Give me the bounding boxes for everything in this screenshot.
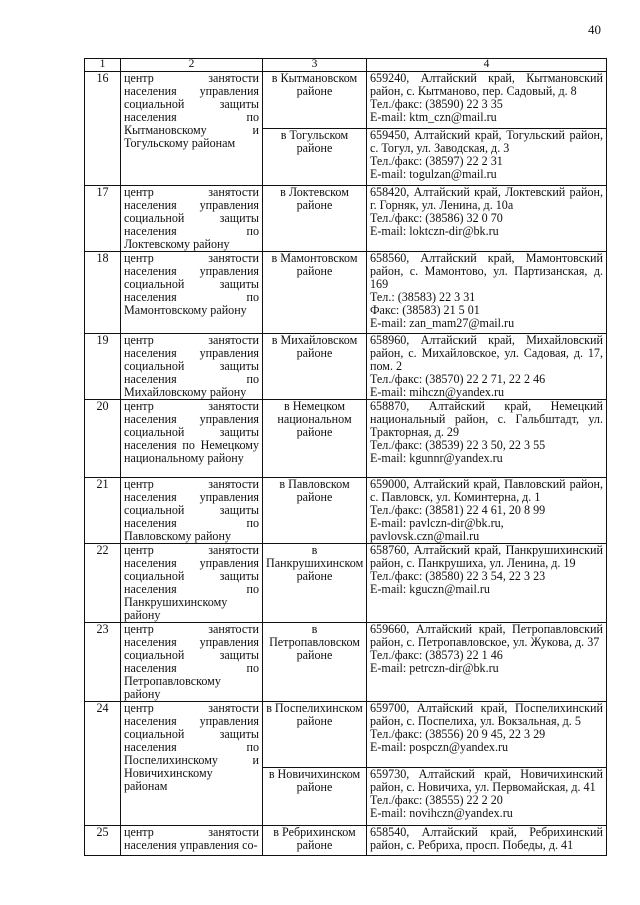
district-name: в Кытмановском районе bbox=[263, 72, 367, 129]
row-number: 21 bbox=[85, 478, 121, 544]
contact-line: Тел./факс: (38581) 22 4 61, 20 8 99 bbox=[370, 503, 546, 517]
postal-address: 659450, Алтайский край, Тогульский район, с. Тогул, ул. Заводская, д. 3 bbox=[370, 128, 603, 155]
table-row bbox=[85, 826, 607, 856]
address-cell bbox=[367, 334, 607, 400]
page-number: 40 bbox=[588, 22, 601, 37]
contact-line: E-mail: pavlczn-dir@bk.ru, bbox=[370, 516, 504, 530]
address-cell bbox=[367, 768, 607, 826]
contact-line: E-mail: novihczn@yandex.ru bbox=[370, 806, 513, 820]
contact-line: E-mail: ktm_czn@mail.ru bbox=[370, 110, 497, 124]
center-name: центр занятости населения управления социальной защиты населения по Кытмановскому и Тогульскому районам bbox=[121, 72, 263, 186]
contact-line: Тел./факс: (38555) 22 2 20 bbox=[370, 793, 503, 807]
postal-address: 659660, Алтайский край, Петропавловский район, с. Петропавловское, ул. Жукова, д. 37 bbox=[370, 622, 603, 649]
district-name: в Локтевском районе bbox=[263, 186, 367, 252]
contact-line: Тел./факс: (38580) 22 3 54, 22 3 23 bbox=[370, 569, 546, 583]
district-name: в Новичихинском районе bbox=[263, 768, 367, 826]
address-cell bbox=[367, 129, 607, 186]
district-name: в Павловском районе bbox=[263, 478, 367, 544]
row-number: 20 bbox=[85, 400, 121, 478]
contact-line: Тел./факс: (38539) 22 3 50, 22 3 55 bbox=[370, 438, 546, 452]
postal-address: 659700, Алтайский край, Поспелихинский район, с. Поспелиха, ул. Вокзальная, д. 5 bbox=[370, 701, 603, 728]
center-name: центр занятости населения управления социальной защиты населения по Мамонтовскому району bbox=[121, 252, 263, 334]
district-name: в Михайловском районе bbox=[263, 334, 367, 400]
row-number: 22 bbox=[85, 544, 121, 623]
row-number: 23 bbox=[85, 623, 121, 702]
table-row bbox=[85, 478, 607, 544]
contact-line: Тел.: (38583) 22 3 31 bbox=[370, 290, 476, 304]
contact-line: pavlovsk.czn@mail.ru bbox=[370, 529, 480, 543]
district-name: в Панкрушихинском районе bbox=[263, 544, 367, 623]
centers-table bbox=[84, 58, 607, 856]
contact-line: E-mail: togulzan@mail.ru bbox=[370, 167, 497, 181]
contact-line: Тел./факс: (38573) 22 1 46 bbox=[370, 648, 503, 662]
address-cell bbox=[367, 252, 607, 334]
contact-line: E-mail: pospczn@yandex.ru bbox=[370, 740, 509, 754]
center-name: центр занятости населения управления социальной защиты населения по Локтевскому району bbox=[121, 186, 263, 252]
contact-line: E-mail: kgunnr@yandex.ru bbox=[370, 451, 503, 465]
row-number: 18 bbox=[85, 252, 121, 334]
contact-line: Тел./факс: (38570) 22 2 71, 22 2 46 bbox=[370, 372, 546, 386]
row-number: 16 bbox=[85, 72, 121, 186]
row-number: 24 bbox=[85, 702, 121, 826]
address-cell bbox=[367, 544, 607, 623]
contact-line: Факс: (38583) 21 5 01 bbox=[370, 303, 480, 317]
row-number: 19 bbox=[85, 334, 121, 400]
district-name: в Мамонтовском районе bbox=[263, 252, 367, 334]
contact-line: E-mail: kguczn@mail.ru bbox=[370, 582, 490, 596]
postal-address: 658420, Алтайский край, Локтевский район, г. Горняк, ул. Ленина, д. 10а bbox=[370, 185, 603, 212]
center-name: центр занятости населения управления социальной защиты населения по Панкрушихинскому району bbox=[121, 544, 263, 623]
postal-address: 658560, Алтайский край, Мамонтовский район, с. Мамонтово, ул. Партизанская, д. 169 bbox=[370, 251, 603, 291]
center-name: центр занятости населения управления социальной защиты населения по Петропавловскому району bbox=[121, 623, 263, 702]
postal-address: 658760, Алтайский край, Панкрушихинский район, с. Панкрушиха, ул. Ленина, д. 19 bbox=[370, 543, 603, 570]
address-cell bbox=[367, 623, 607, 702]
postal-address: 658540, Алтайский край, Ребрихинский район, с. Ребриха, просп. Победы, д. 41 bbox=[370, 825, 603, 852]
table-row bbox=[85, 334, 607, 400]
center-name: центр занятости населения управления социальной защиты населения по Поспелихинскому и Новичихинскому районам bbox=[121, 702, 263, 826]
table-row bbox=[85, 186, 607, 252]
contact-line: Тел./факс: (38556) 20 9 45, 22 3 29 bbox=[370, 727, 546, 741]
address-cell bbox=[367, 400, 607, 478]
address-cell bbox=[367, 478, 607, 544]
table-row bbox=[85, 623, 607, 702]
contact-line: E-mail: mihczn@yandex.ru bbox=[370, 385, 505, 399]
center-name: центр занятости населения управления со- bbox=[121, 826, 263, 856]
column-header: 1 bbox=[85, 59, 121, 72]
district-name: в Ребрихинском районе bbox=[263, 826, 367, 856]
center-name: центр занятости населения управления социальной защиты населения по Немецкому национальному району bbox=[121, 400, 263, 478]
contact-line: Тел./факс: (38597) 22 2 31 bbox=[370, 154, 503, 168]
center-name: центр занятости населения управления социальной защиты населения по Павловскому району bbox=[121, 478, 263, 544]
table-row bbox=[85, 544, 607, 623]
center-name: центр занятости населения управления социальной защиты населения по Михайловскому району bbox=[121, 334, 263, 400]
address-cell bbox=[367, 186, 607, 252]
postal-address: 659730, Алтайский край, Новичихинский район, с. Новичиха, ул. Первомайская, д. 41 bbox=[370, 767, 603, 794]
postal-address: 659000, Алтайский край, Павловский район, с. Павловск, ул. Коминтерна, д. 1 bbox=[370, 477, 603, 504]
district-name: в Поспелихинском районе bbox=[263, 702, 367, 768]
contact-line: Тел./факс: (38586) 32 0 70 bbox=[370, 211, 503, 225]
column-header: 4 bbox=[367, 59, 607, 72]
contact-line: E-mail: loktczn-dir@bk.ru bbox=[370, 224, 499, 238]
table-header-row bbox=[85, 59, 607, 72]
table-row bbox=[85, 400, 607, 478]
postal-address: 658960, Алтайский край, Михайловский район, с. Михайловское, ул. Садовая, д. 17, пом. 2 bbox=[370, 333, 603, 373]
contact-line: E-mail: petrczn-dir@bk.ru bbox=[370, 661, 499, 675]
contact-line: Тел./факс: (38590) 22 3 35 bbox=[370, 97, 503, 111]
column-header: 2 bbox=[121, 59, 263, 72]
column-header: 3 bbox=[263, 59, 367, 72]
row-number: 25 bbox=[85, 826, 121, 856]
address-cell bbox=[367, 826, 607, 856]
postal-address: 659240, Алтайский край, Кытмановский район, с. Кытманово, пер. Садовый, д. 8 bbox=[370, 71, 603, 98]
district-name: в Тогульском районе bbox=[263, 129, 367, 186]
table-row bbox=[85, 72, 607, 129]
district-name: в Немецком национальном районе bbox=[263, 400, 367, 478]
row-number: 17 bbox=[85, 186, 121, 252]
postal-address: 658870, Алтайский край, Немецкий национальный район, с. Гальбштадт, ул. Тракторная, д. 29 bbox=[370, 399, 603, 439]
contact-line: E-mail: zan_mam27@mail.ru bbox=[370, 316, 515, 330]
district-name: в Петропавловском районе bbox=[263, 623, 367, 702]
table-row bbox=[85, 252, 607, 334]
address-cell bbox=[367, 72, 607, 129]
address-cell bbox=[367, 702, 607, 768]
table-row bbox=[85, 702, 607, 768]
